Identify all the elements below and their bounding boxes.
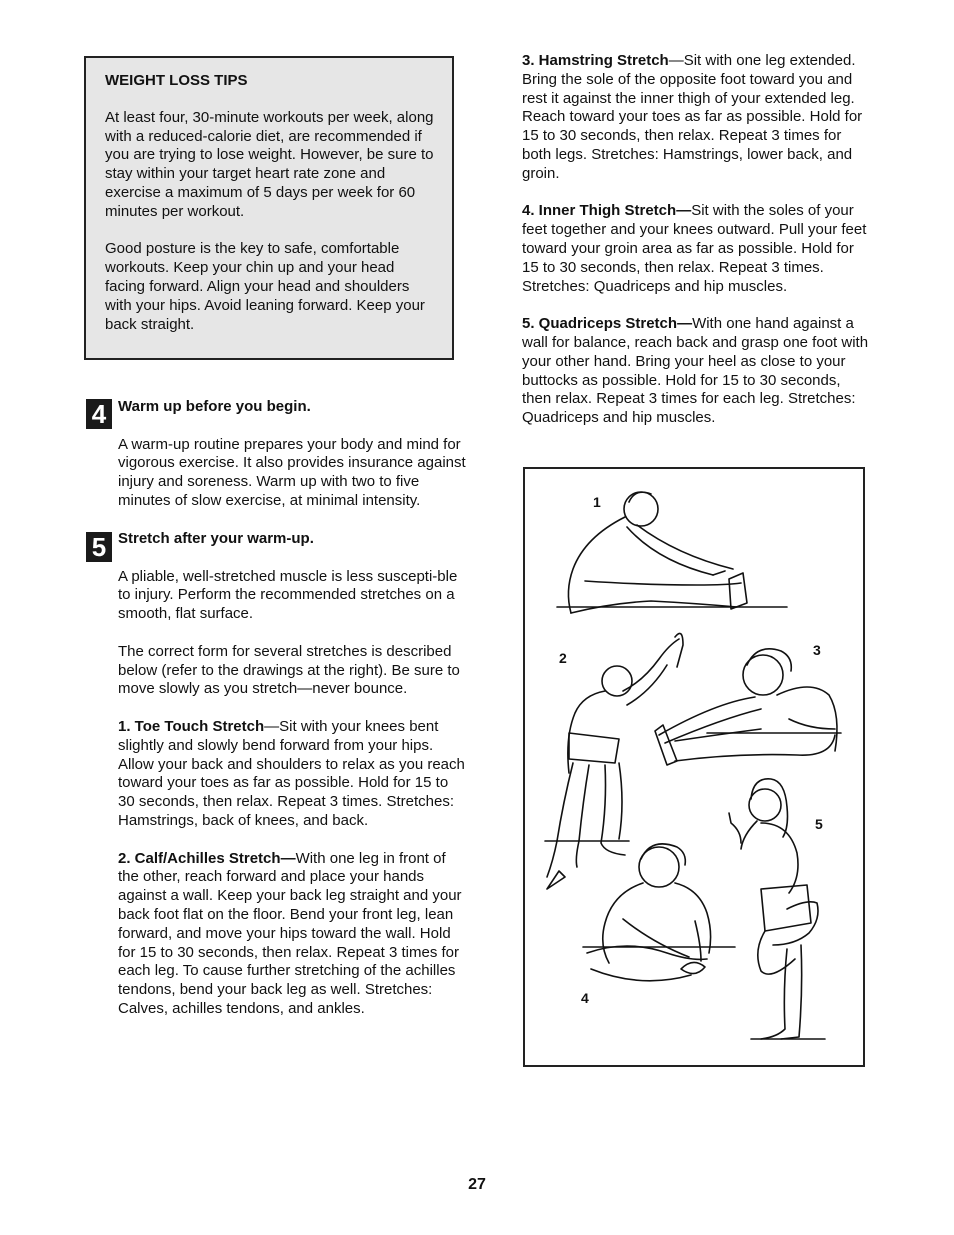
tips-title: WEIGHT LOSS TIPS: [105, 72, 248, 89]
stretch-5-text: With one hand against a wall for balance, reach back and grasp one foot with your other hand. Bring your heel as close to your buttocks as possible. Hold for 15 to 30 seconds, then relax. Repeat 3 times for each leg. Stretches: Quadriceps and hip muscles.: [522, 315, 869, 427]
stretch-1-text: Sit with your knees bent slightly and slowly bend forward from your hips. Allow your back and shoulders to relax as you reach toward your toes as far as possible. Hold for 15 to 30 seconds, then relax. Repeat 3 times. Stretches: Hamstrings, back of knees, and back.: [118, 717, 465, 829]
step-5-body-intro: A pliable, well-stretched muscle is less suscepti-ble to injury. Perform the recommended stretches on a smooth, flat surface.: [118, 567, 458, 623]
calf-stretch-figure: [545, 633, 683, 889]
step-4-heading: Warm up before you begin.: [118, 398, 311, 415]
right-column: [522, 52, 872, 447]
figure-label-2: 2: [559, 650, 567, 666]
figure-label-1: 1: [593, 494, 601, 510]
step-5-badge: 5: [86, 532, 112, 562]
tips-paragraph-workouts: At least four, 30-minute workouts per week, along with a reduced-calorie diet, are recommended if you are trying to lose weight. However, be sure to stay within your target heart rate zone and exercise a maximum of 5 days per week for 60 minutes per workout.: [105, 108, 434, 220]
step-4-section: [118, 398, 468, 530]
step-4-body: A warm-up routine prepares your body and mind for vigorous exercise. It also provides insurance against injury and soreness. Warm up with two to five minutes of slow exercise, at minimal intensity.: [118, 435, 466, 509]
stretch-1-description: [118, 718, 468, 831]
figure-label-4: 4: [581, 990, 589, 1006]
stretch-drawings: [525, 469, 863, 1065]
stretch-4-description: [522, 202, 872, 296]
stretch-3-text: Sit with one leg extended. Bring the sole of the opposite foot toward you and rest it against the inner thigh of your extended leg. Reach toward your toes as far as possible. Hold for 15 to 30 seconds, then relax. Repeat 3 times for both legs. Stretches: Hamstrings, lower back, and groin.: [522, 52, 863, 182]
stretch-2-title: 2. Calf/Achilles Stretch: [118, 849, 281, 867]
stretch-2-text: With one leg in front of the other, reach forward and place your hands against a wall. Keep your back leg straight and your back foot flat on the floor. Bend your front leg, lean forward, and move your hips toward the wall. Hold for 15 to 30 seconds, then relax. Repeat 3 times for each leg. To cause further stretching of the achilles tendons, bend your back leg as well. Stretches: Calves, achilles tendons, and ankles.: [118, 849, 462, 1017]
step-5-section: [118, 530, 468, 1038]
tips-paragraph-posture: Good posture is the key to safe, comfortable workouts. Keep your chin up and your head facing forward. Align your head and shoulders with your hips. Avoid leaning forward. Keep your back straight.: [105, 240, 425, 333]
stretch-3-title: 3. Hamstring Stretch: [522, 52, 669, 69]
stretch-5-description: [522, 315, 872, 428]
stretch-4-text: Sit with the soles of your feet together and your knees outward. Pull your feet toward your groin area as far as possible. Hold for 15 to 30 seconds, then relax. Repeat 3 times. Stretches: Quadriceps and hip muscles.: [522, 202, 867, 295]
stretch-2-description: [118, 850, 468, 1019]
page-number: 27: [468, 1176, 486, 1193]
stretch-3-description: [522, 52, 872, 184]
stretch-5-separator: —: [677, 315, 693, 333]
stretch-1-title: 1. Toe Touch Stretch: [118, 717, 265, 735]
weight-loss-tips-box: [84, 56, 454, 360]
stretch-4-title: 4. Inner Thigh Stretch: [522, 202, 677, 220]
step-4-badge: 4: [86, 399, 112, 429]
inner-thigh-stretch-figure: [583, 844, 735, 981]
stretch-5-title: 5. Quadriceps Stretch: [522, 315, 678, 333]
stretch-2-separator: —: [280, 849, 296, 867]
step-5-heading: Stretch after your warm-up.: [118, 530, 314, 547]
step-5-body-form: The correct form for several stretches is described below (refer to the drawings at the right). Be sure to move slowly as you stretch—never bounce.: [118, 642, 460, 698]
hamstring-stretch-figure: [655, 649, 841, 765]
quadriceps-stretch-figure: [729, 779, 825, 1039]
toe-touch-figure: [557, 492, 787, 613]
stretches-illustration: [523, 467, 865, 1067]
stretch-3-separator: —: [668, 52, 684, 69]
stretch-4-separator: —: [676, 202, 692, 220]
figure-label-3: 3: [813, 642, 821, 658]
stretch-1-separator: —: [264, 717, 280, 735]
figure-label-5: 5: [815, 816, 823, 832]
